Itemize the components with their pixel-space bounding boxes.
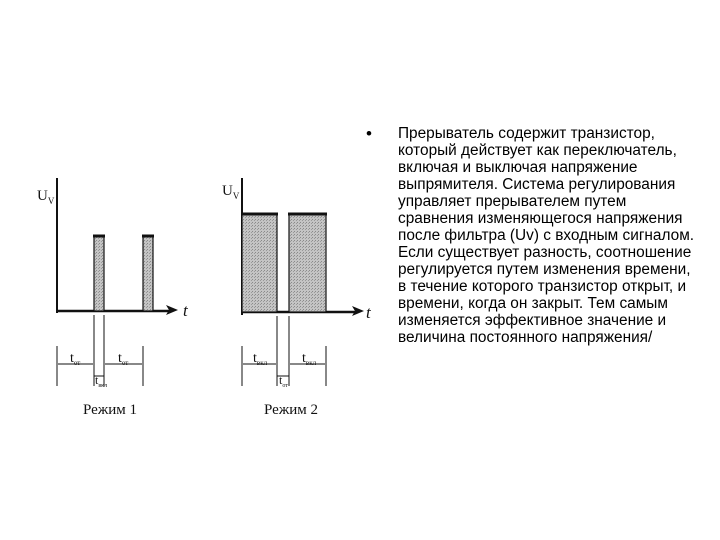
mode-1-t-label-3: $t_{от}$ bbox=[118, 351, 129, 367]
mode-2-pulse-2 bbox=[289, 214, 326, 312]
mode-1-pulse-1 bbox=[94, 236, 104, 311]
mode-1-t-label-1: $t_{от}$ bbox=[70, 351, 81, 367]
mode-1-pulse-2 bbox=[143, 236, 153, 311]
mode-1-caption: Режим 1 bbox=[83, 402, 137, 418]
mode-2-t-label-1: $t_{вкл}$ bbox=[253, 351, 268, 367]
mode-2-x-label: t bbox=[366, 303, 371, 322]
mode-2-t-label-3: $t_{вкл}$ bbox=[302, 351, 317, 367]
mode-2-y-label: $U_V$ bbox=[222, 183, 240, 201]
mode-1-graph bbox=[37, 178, 189, 418]
description-text: Прерыватель содержит транзистор, который действует как переключатель, включая и выключая напряжение выпрямителя. Система регулирования управляет прерывателем путем сравнения изменяющегося напряжения после фильтра (Uv) с входным сигналом. Если существует разность, соотношение регулируется путем изменения времени, в течение которого транзистор открыт, и времени, когда он закрыт. Тем самым изменяется эффективное значение и величина постоянного напряжения/ bbox=[398, 125, 695, 346]
bullet-point-icon: • bbox=[366, 124, 372, 143]
mode-1-t-label-2: $t_{вкл}$ bbox=[95, 373, 108, 389]
mode-2-pulse-1 bbox=[242, 214, 277, 312]
mode-2-caption: Режим 2 bbox=[264, 402, 318, 418]
mode-1-x-label: t bbox=[183, 301, 188, 320]
mode-2-graph bbox=[222, 178, 372, 418]
mode-2-t-label-2: $t_{от}$ bbox=[279, 373, 288, 389]
mode-1-y-label: $U_V$ bbox=[37, 188, 55, 206]
